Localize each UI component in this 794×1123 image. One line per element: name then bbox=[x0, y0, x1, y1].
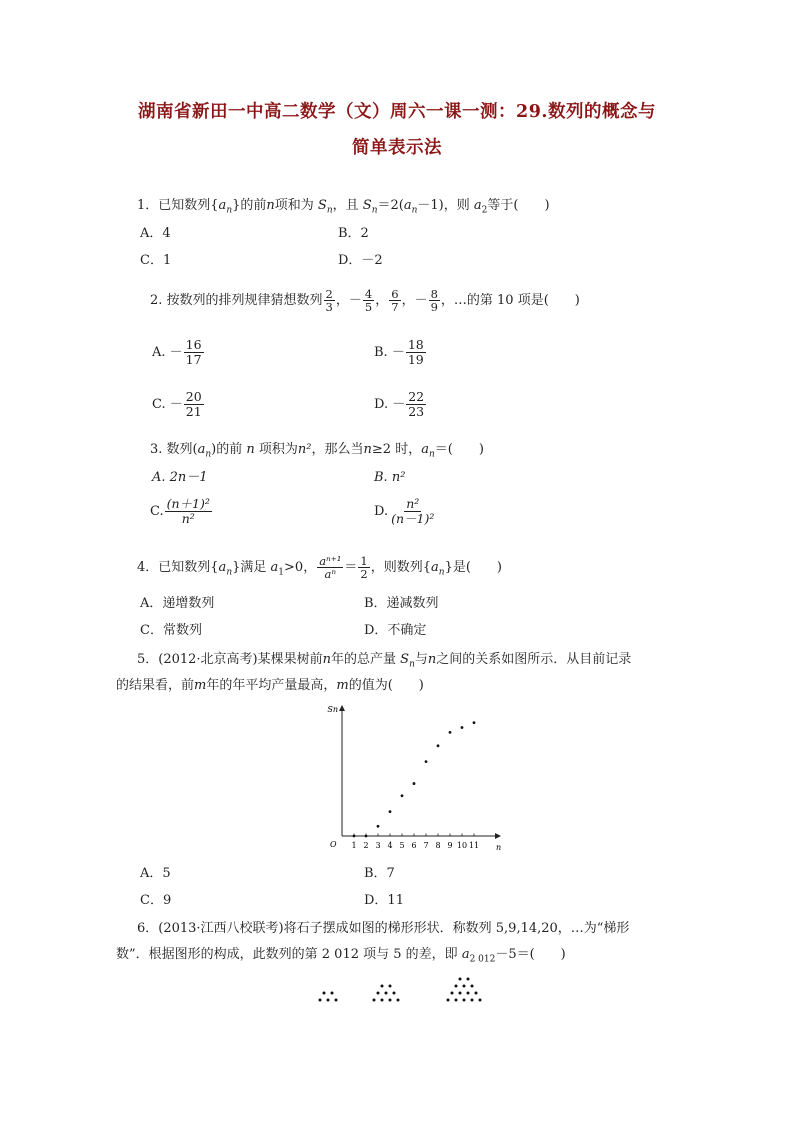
origin-label: O bbox=[330, 840, 337, 849]
x-tick-label: 1 bbox=[351, 841, 357, 850]
data-point bbox=[401, 794, 404, 797]
stone-dot bbox=[389, 985, 392, 988]
stone-dot bbox=[467, 978, 470, 981]
data-point bbox=[377, 825, 380, 828]
question-1-stem: 1．已知数列$\{a_n\}$的前n项和为 $S_n$，且 $S_n=2(a_n-1)$，则 $a_2$等于( ) bbox=[137, 198, 550, 216]
stone-dot bbox=[455, 999, 458, 1002]
q1-option-b: B．2 bbox=[338, 226, 369, 241]
stone-dot bbox=[463, 985, 466, 988]
stone-dot bbox=[385, 992, 388, 995]
data-point bbox=[389, 810, 392, 813]
q3-option-a: A. 2n－1 bbox=[152, 470, 208, 485]
x-tick-label: 11 bbox=[468, 841, 480, 850]
stone-dot bbox=[331, 992, 334, 995]
q1-option-a: A．4 bbox=[140, 226, 171, 241]
stone-dot bbox=[393, 992, 396, 995]
page-title-line1: 湖南省新田一中高二数学（文）周六一课一测：29.数列的概念与 bbox=[138, 102, 656, 122]
stone-dot bbox=[455, 985, 458, 988]
q4-option-c: C．常数列 bbox=[140, 623, 202, 638]
stone-dot bbox=[381, 985, 384, 988]
x-axis-label: n bbox=[496, 843, 502, 852]
x-tick-label: 2 bbox=[363, 841, 369, 850]
x-tick-label: 9 bbox=[447, 841, 453, 850]
stone-dot bbox=[451, 992, 454, 995]
data-point bbox=[353, 835, 356, 838]
q2-option-c: C. － $\frac{20}{21}$ bbox=[152, 389, 202, 419]
x-tick-label: 8 bbox=[435, 841, 441, 850]
data-point bbox=[461, 726, 464, 729]
stone-dot bbox=[475, 992, 478, 995]
seq-fraction: $\frac{2}{3}$ bbox=[325, 287, 333, 314]
question-2-stem: 2. 按数列的排列规律猜想数列 $\frac{2}{3}$ ，－ $\frac{4}{5}$ ， $\frac{6}{7}$ ，－ $\frac{8}{9}$ ，…的第 10 项是( ) bbox=[150, 287, 580, 314]
stone-dot bbox=[463, 999, 466, 1002]
page-title-line2: 简单表示法 bbox=[352, 138, 442, 158]
q4-option-d: D．不确定 bbox=[364, 623, 427, 638]
stone-dot bbox=[319, 999, 322, 1002]
question-3-stem: 3. 数列$(a_n)$的前 n 项积为n²，那么当n≥2 时，$a_n=$( ) bbox=[150, 442, 484, 460]
x-tick-label: 5 bbox=[399, 841, 405, 850]
x-tick-label: 10 bbox=[456, 841, 468, 850]
stone-dot bbox=[447, 999, 450, 1002]
question-5-line1: 5．(2012·北京高考)某棵果树前n年的总产量 $S_n$与n之间的关系如图所示．从目前记录 bbox=[137, 652, 632, 670]
stone-dot bbox=[323, 992, 326, 995]
y-axis-label: Sn bbox=[327, 705, 338, 714]
seq-fraction: $\frac{8}{9}$ bbox=[430, 287, 438, 314]
stone-dot bbox=[479, 999, 482, 1002]
x-tick-label: 7 bbox=[423, 841, 429, 850]
q5-option-c: C．9 bbox=[140, 893, 172, 908]
stone-dot bbox=[467, 992, 470, 995]
q1-option-c: C．1 bbox=[140, 253, 172, 268]
question-6-line2: 数”．根据图形的构成，此数列的第 2 012 项与 5 的差，即 $a_{2 012}-5=$( ) bbox=[116, 947, 566, 965]
question-5-line2: 的结果看，前m年的年平均产量最高，m的值为( ) bbox=[116, 678, 424, 693]
q5-option-d: D．11 bbox=[364, 893, 404, 908]
stone-dot bbox=[327, 999, 330, 1002]
seq-fraction: $\frac{4}{5}$ bbox=[364, 287, 373, 314]
q2-option-b: B. － $\frac{18}{19}$ bbox=[374, 337, 424, 367]
q4-option-a: A．递增数列 bbox=[140, 596, 215, 611]
q1-option-d: D．－2 bbox=[338, 253, 383, 268]
stone-dot bbox=[459, 978, 462, 981]
q5-option-a: A．5 bbox=[140, 866, 171, 881]
q4-option-b: B．递减数列 bbox=[364, 596, 439, 611]
data-point bbox=[437, 744, 440, 747]
data-point bbox=[449, 731, 452, 734]
stone-dot bbox=[471, 985, 474, 988]
x-tick-label: 6 bbox=[411, 841, 417, 850]
data-point bbox=[425, 760, 428, 763]
seq-fraction: $\frac{6}{7}$ bbox=[391, 287, 399, 314]
question-6-line1: 6．(2013·江西八校联考)将石子摆成如图的梯形形状．称数列 5,9,14,20，…为“梯形 bbox=[137, 921, 630, 936]
q3-option-c: C. $\frac{\text{(n＋1)²}}{\text{n²}}$ bbox=[150, 496, 210, 526]
production-chart bbox=[316, 700, 516, 855]
q5-option-b: B．7 bbox=[364, 866, 395, 881]
data-point bbox=[473, 721, 476, 724]
x-tick-label: 4 bbox=[387, 841, 393, 850]
data-point bbox=[365, 835, 368, 838]
q3-option-b: B. n² bbox=[374, 470, 406, 485]
question-4-stem: 4．已知数列$\{a_n\}$满足 $a_1>0$， $\frac{\text{aⁿ⁺¹}}{\text{aⁿ}}$ ＝ $\frac{1}{2}$ ，则数列$\{a_n\}$是( ) bbox=[137, 554, 503, 581]
stone-dot bbox=[335, 999, 338, 1002]
stone-dot bbox=[377, 992, 380, 995]
q2-option-d: D. － $\frac{22}{23}$ bbox=[374, 389, 425, 419]
data-point bbox=[413, 782, 416, 785]
stone-dot bbox=[459, 992, 462, 995]
stone-dot bbox=[373, 999, 376, 1002]
q3-option-d: D. $\frac{\text{n²}}{\text{(n－1)²}}$ bbox=[374, 496, 435, 526]
stone-dot bbox=[471, 999, 474, 1002]
x-tick-label: 3 bbox=[375, 841, 381, 850]
trapezoid-figures bbox=[312, 970, 532, 1010]
q2-option-a: A. － $\frac{16}{17}$ bbox=[152, 337, 202, 367]
stone-dot bbox=[389, 999, 392, 1002]
stone-dot bbox=[397, 999, 400, 1002]
stone-dot bbox=[381, 999, 384, 1002]
